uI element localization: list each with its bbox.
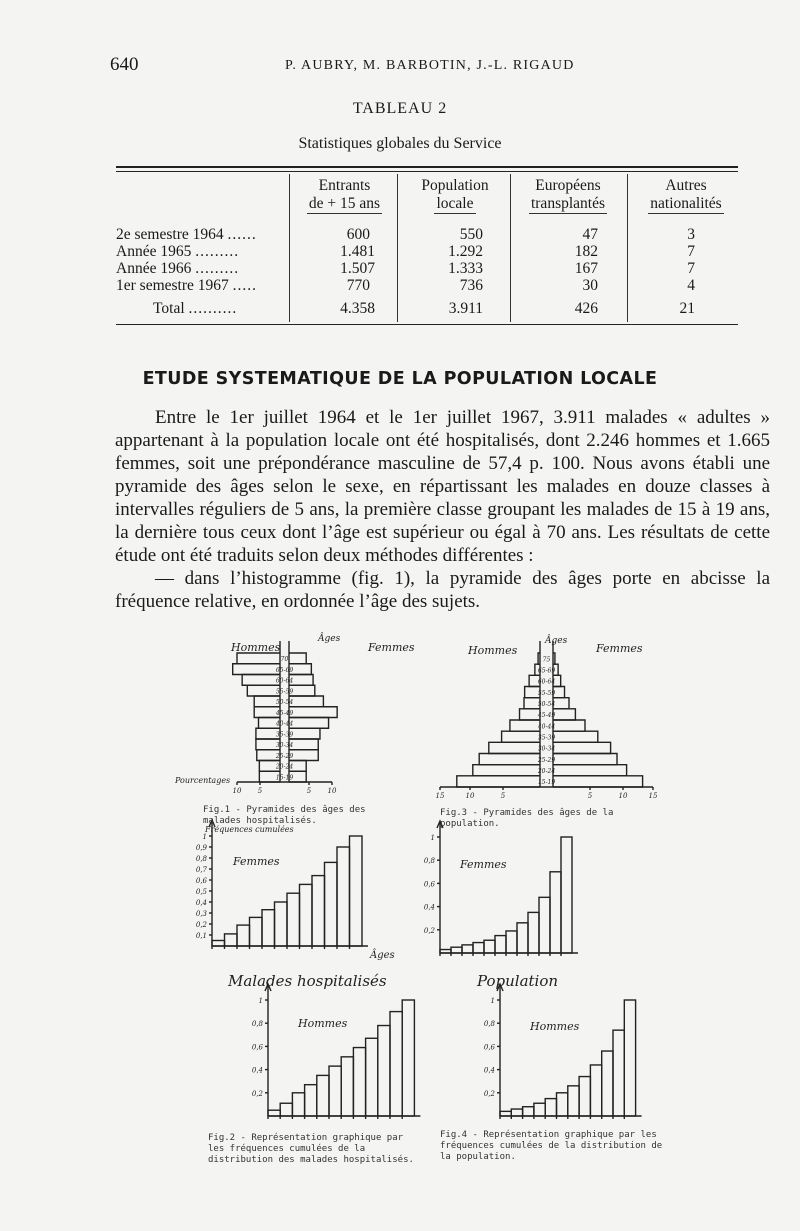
cumul-bar <box>590 1065 601 1116</box>
pyramid-bar-men <box>479 754 540 765</box>
y-tick-label: 0,3 <box>195 910 207 918</box>
cumul-bar <box>523 1107 534 1116</box>
age-label: 20-24 <box>537 768 556 776</box>
cumul-bar <box>280 1103 292 1116</box>
cumul-bar <box>495 936 506 953</box>
cumul-bar <box>550 872 561 953</box>
cell: 1.292 <box>448 243 483 260</box>
cumul-bar <box>329 1066 341 1116</box>
cumul-bar <box>557 1093 568 1116</box>
fig3-pyramid-population <box>436 641 658 800</box>
cumul-bar <box>511 1109 522 1116</box>
fig2-cumul-hommes <box>252 984 421 1119</box>
y-tick-label: 0,8 <box>195 855 207 863</box>
table-col-divider <box>397 174 398 322</box>
cumul-bar <box>378 1026 390 1116</box>
fig3-caption: Fig.3 - Pyramides des âges de la population. <box>440 808 614 829</box>
tick-label: 5 <box>306 787 312 795</box>
age-label: 50-54 <box>537 701 556 709</box>
tick-label: 10 <box>618 792 628 800</box>
cumul-bar <box>613 1030 624 1116</box>
age-label: 50-54 <box>275 699 294 707</box>
pyramid-bar-women <box>553 720 585 731</box>
cell: 7 <box>687 243 695 260</box>
fig4-caption: Fig.4 - Représentation graphique par les fréquences cumulées de la distribution de la population. <box>440 1130 663 1162</box>
paragraph: Entre le 1er juillet 1964 et le 1er juillet 1967, 3.911 malades « adultes » appartenant à la population locale ont été hospitalisés, dont 2.246 hommes et 1.665 femmes, soit une prépondérance masculine de 57,4 p. 100. Nous avons établi une pyramide des âges selon le sexe, en répartissant les malades en douze classes à intervalles réguliers de 5 ans, la première classe groupant les malades de 15 à 19 ans, la dernière tous ceux dont l’âge est supérieur ou égal à 70 ans. Les résultats de cette étude ont été traduits selon deux méthodes différentes : <box>115 407 770 566</box>
y-tick-label: 0,1 <box>195 932 207 940</box>
cell: 182 <box>574 243 598 260</box>
y-tick-label: 0,6 <box>195 877 207 885</box>
pyramid-bar-men <box>489 742 540 753</box>
cell: 1.507 <box>340 260 375 277</box>
age-label: 15-19 <box>275 774 294 782</box>
cumul-bar <box>262 910 275 946</box>
col-header-population: Population locale <box>421 177 489 212</box>
table-subtitle: Statistiques globales du Service <box>298 135 502 152</box>
age-label: 30-34 <box>537 745 556 753</box>
fig1-pyramid-hospitalises <box>233 641 338 795</box>
cumul-bar <box>237 925 250 946</box>
table-top-rule <box>116 166 738 168</box>
cell: 1.333 <box>448 260 483 277</box>
age-label: 15-19 <box>537 779 556 787</box>
col-header-entrants: Entrants de + 15 ans <box>308 177 381 212</box>
cumul-bar <box>317 1075 329 1116</box>
y-tick-label: 0,2 <box>195 921 207 929</box>
cumul-bar <box>500 1111 511 1116</box>
cumul-bar <box>337 847 350 946</box>
cumul-bar <box>506 931 517 953</box>
body-text <box>115 406 770 613</box>
y-tick-label: 0,2 <box>251 1089 263 1098</box>
cum1-label: Femmes <box>233 855 280 868</box>
fig2-caption: Fig.2 - Représentation graphique par les fréquences cumulées de la distribution des malades hospitalisés. <box>208 1133 414 1165</box>
y-tick-label: 0,8 <box>483 1020 495 1029</box>
tick-label: 5 <box>587 792 593 800</box>
cumul-bar <box>545 1099 556 1116</box>
cumul-bar <box>250 917 263 946</box>
cum3-label: Hommes <box>298 1017 348 1030</box>
pyramid-bar-men <box>473 765 540 776</box>
y-tick-label: 0,5 <box>195 888 207 896</box>
cumul-bar <box>624 1000 635 1116</box>
cumul-bar <box>366 1038 378 1116</box>
tick-label: 5 <box>257 787 263 795</box>
age-label: 30-34 <box>275 742 294 750</box>
y-tick-label: 0,2 <box>483 1089 495 1098</box>
age-label: 40-44 <box>537 723 556 731</box>
table-top-rule-thin <box>116 171 738 172</box>
y-tick-label: 0,6 <box>251 1043 263 1052</box>
cell: 3 <box>687 226 695 243</box>
cum2-label: Femmes <box>460 858 507 871</box>
cell: 4 <box>687 277 695 294</box>
cumul-bar <box>292 1093 304 1116</box>
row-label: 1er semestre 1967 ..... <box>116 277 258 294</box>
cum-y-label: Fréquences cumulées <box>205 825 294 834</box>
cell: 1.481 <box>340 243 375 260</box>
cell: 30 <box>582 277 598 294</box>
group-hosp-label: Malades hospitalisés <box>228 972 387 990</box>
y-tick-label: 0,7 <box>195 866 207 874</box>
cum4-label: Hommes <box>530 1020 580 1033</box>
cumul-bar <box>390 1012 402 1116</box>
y-tick-label: 1 <box>430 834 435 842</box>
age-label: 40-44 <box>275 720 294 728</box>
paragraph: — dans l’histogramme (fig. 1), la pyramide des âges porte en abcisse la fréquence relative, en ordonnée l’âge des sujets. <box>115 568 770 612</box>
section-title: ETUDE SYSTEMATIQUE DE LA POPULATION LOCALE <box>142 369 658 389</box>
cell-total: 4.358 <box>340 300 375 317</box>
cumul-bar <box>268 1110 280 1116</box>
y-tick-label: 0,4 <box>423 903 435 912</box>
pyramid-bar-women <box>553 765 627 776</box>
cumul-bar <box>473 943 484 953</box>
tick-label: 10 <box>327 787 337 795</box>
cumul-bar <box>579 1077 590 1116</box>
row-label: 2e semestre 1964 ...... <box>116 226 257 243</box>
age-label: 35-39 <box>275 731 294 739</box>
cell-total: 426 <box>574 300 598 317</box>
running-header: P. AUBRY, M. BARBOTIN, J.-L. RIGAUD <box>285 58 575 73</box>
age-label: 20-24 <box>275 763 294 771</box>
y-tick-label: 0,2 <box>423 926 435 935</box>
pyramid-bar-women <box>289 707 337 718</box>
fig3-label-men: Hommes <box>468 644 518 657</box>
y-tick-label: 0,8 <box>423 857 435 866</box>
pyramid-bar-women <box>289 728 320 739</box>
total-label: Total .......... <box>153 300 238 317</box>
col-header-autres: Autres nationalités <box>650 177 722 212</box>
cumul-bar <box>402 1000 414 1116</box>
age-label: 55-59 <box>275 688 294 696</box>
age-label: 45-49 <box>275 709 294 717</box>
y-tick-label: 0,9 <box>195 844 207 852</box>
age-label: 35-39 <box>537 734 556 742</box>
fig1-label-axis: Âges <box>318 634 341 644</box>
pyramid-bar-women <box>289 739 318 750</box>
cumul-bar <box>539 897 550 953</box>
cumul-bar <box>212 941 225 947</box>
cell-total: 3.911 <box>448 300 483 317</box>
pyramid-bar-women <box>553 698 569 709</box>
cumul-bar <box>287 893 300 946</box>
col-header-europeens: Européens transplantés <box>530 177 606 212</box>
age-label: 65-69 <box>537 667 556 675</box>
tick-label: 15 <box>435 792 445 800</box>
table-col-divider <box>510 174 511 322</box>
fig1-label-men: Hommes <box>231 641 281 654</box>
y-tick-label: 1 <box>202 833 207 841</box>
y-tick-label: 0,6 <box>423 880 435 889</box>
cumul-bar <box>350 836 363 946</box>
pyramid-bar-women <box>553 776 643 787</box>
age-label: 55-59 <box>537 689 556 697</box>
age-label: 75 <box>542 656 551 664</box>
fig2-cumul-femmes <box>196 820 368 949</box>
page-number: 640 <box>110 54 139 75</box>
fig1-caption: Fig.1 - Pyramides des âges des malades hospitalisés. <box>203 805 366 826</box>
cumul-bar <box>325 862 338 946</box>
cumul-bar <box>353 1048 365 1116</box>
age-label: 25-29 <box>275 752 294 760</box>
figures-panel <box>170 630 780 1170</box>
y-tick-label: 0,4 <box>483 1066 495 1075</box>
cumul-bar <box>225 934 238 946</box>
cumul-bar <box>602 1051 613 1116</box>
tick-label: 5 <box>500 792 506 800</box>
y-tick-label: 1 <box>490 997 495 1005</box>
cumul-bar <box>440 950 451 953</box>
cumul-bar <box>534 1103 545 1116</box>
cumul-bar <box>341 1057 353 1116</box>
cell: 736 <box>459 277 483 294</box>
pyramid-bar-women <box>289 653 306 664</box>
fig4-cumul-femmes <box>424 821 578 956</box>
cell: 600 <box>346 226 370 243</box>
pyramid-bar-men <box>457 776 540 787</box>
pyramid-bar-women <box>553 731 598 742</box>
cumul-bar <box>275 902 288 946</box>
tick-label: 10 <box>465 792 475 800</box>
pyramid-bar-women <box>289 696 323 707</box>
row-label: Année 1965 ......... <box>116 243 240 260</box>
cumul-bar <box>305 1085 317 1116</box>
pyramid-bar-men <box>502 731 540 742</box>
y-tick-label: 0,8 <box>251 1020 263 1029</box>
table-title: TABLEAU 2 <box>352 100 448 117</box>
fig1-label-women: Femmes <box>368 641 415 654</box>
fig1-label-freq: Pourcentages <box>175 776 231 785</box>
cumul-bar <box>484 940 495 953</box>
cell: 770 <box>346 277 370 294</box>
age-label: 25-29 <box>537 756 556 764</box>
cumul-bar <box>312 876 325 946</box>
y-tick-label: 0,6 <box>483 1043 495 1052</box>
tick-label: 10 <box>232 787 242 795</box>
age-label: 70 <box>280 656 289 664</box>
y-tick-label: 0,4 <box>251 1066 263 1075</box>
cell: 7 <box>687 260 695 277</box>
cell: 167 <box>574 260 598 277</box>
cum1-x-label: Âges <box>370 950 395 961</box>
age-label: 60-64 <box>537 678 556 686</box>
cumul-bar <box>568 1086 579 1116</box>
pyramid-bar-women <box>553 709 575 720</box>
cell: 47 <box>582 226 598 243</box>
pyramid-bar-men <box>510 720 540 731</box>
y-tick-label: 1 <box>258 997 263 1005</box>
y-tick-label: 0,4 <box>195 899 207 907</box>
cumul-bar <box>462 945 473 953</box>
fig3-label-axis: Âges <box>545 636 568 646</box>
pyramid-bar-men <box>237 653 280 664</box>
table-bottom-rule <box>116 324 738 325</box>
pyramid-bar-women <box>553 742 611 753</box>
group-pop-label: Population <box>477 972 559 990</box>
pyramid-bar-women <box>289 718 329 729</box>
fig3-label-women: Femmes <box>596 642 643 655</box>
age-label: 60-64 <box>275 677 294 685</box>
cumul-bar <box>300 884 313 946</box>
row-label: Année 1966 ......... <box>116 260 240 277</box>
cumul-bar <box>517 923 528 953</box>
tick-label: 15 <box>648 792 658 800</box>
pyramid-bar-men <box>233 664 280 675</box>
age-label: 45-49 <box>537 712 556 720</box>
cumul-bar <box>528 912 539 953</box>
cell: 550 <box>459 226 483 243</box>
cell-total: 21 <box>679 300 695 317</box>
pyramid-bar-men <box>242 675 280 686</box>
pyramid-bar-women <box>289 750 318 761</box>
age-label: 65-69 <box>275 666 294 674</box>
table-col-divider <box>289 174 290 322</box>
cumul-bar <box>561 837 572 953</box>
cumul-bar <box>451 947 462 953</box>
fig4-cumul-hommes <box>484 984 642 1119</box>
pyramid-bar-women <box>553 754 617 765</box>
